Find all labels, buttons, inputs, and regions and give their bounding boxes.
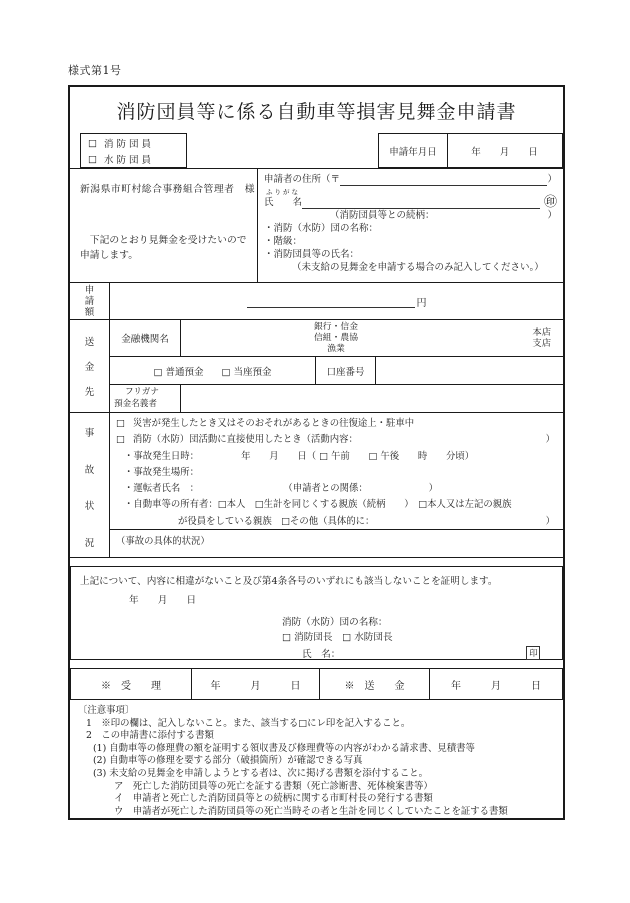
vehicle-owner-line1[interactable]: ・自動車等の所有者：□本人 □生計を同じくする親族（続柄 ） □本人又は左記の親族	[124, 499, 512, 511]
bank-type-options	[281, 322, 391, 354]
accident-label	[70, 413, 110, 557]
remittance-label	[70, 320, 110, 412]
amount-input[interactable]	[247, 294, 415, 308]
bank-name-input[interactable]	[181, 320, 563, 356]
note-item: (3) 未支給の見舞金を申請しようとする者は、次に掲げる書類を添付すること。	[93, 767, 429, 779]
applicant-name-label: 氏 名	[264, 197, 303, 208]
vehicle-owner-line2[interactable]: が役員をしている親族 □その他（具体的に：	[178, 515, 375, 527]
condition1-checkbox[interactable]: □	[116, 418, 125, 429]
application-date-field[interactable]: 年 月 日	[447, 133, 563, 168]
condition1-label: 災害が発生したとき又はそのおそれがあるときの往復途上・駐車中	[132, 418, 415, 429]
form-title: 消防団員等に係る自動車等損害見舞金申請書	[116, 101, 517, 123]
paren-close: ）	[545, 434, 555, 446]
holder-row	[110, 385, 563, 412]
ordinary-account-checkbox[interactable]: □ 普通預金	[153, 366, 204, 378]
brigade-name-line[interactable]: ・消防（水防）団の名称：	[264, 223, 379, 234]
addressee-applicant-section	[70, 168, 563, 283]
note-item: (1) 自動車等の修理費の額を証明する領収書及び修理費等の内容がわかる請求書、見積書等	[93, 742, 475, 754]
note-item: (2) 自動車等の修理を要する部分（破損箇所）が確認できる写真	[93, 755, 363, 767]
holder-name-input[interactable]	[181, 385, 563, 412]
rank-line[interactable]: ・階級：	[264, 236, 303, 247]
fire-member-label: 消 防 団 員	[103, 139, 152, 150]
accident-char: 事	[84, 428, 95, 439]
certification-date-field[interactable]: 年 月 日	[129, 595, 197, 606]
furigana-label: ふりがな	[266, 188, 300, 196]
member-name-line[interactable]: ・消防団員等の氏名：	[264, 249, 360, 260]
amount-section	[70, 283, 563, 320]
remit-char: 送	[84, 336, 95, 348]
condition2-label: 消防（水防）団活動に直接使用したとき（活動内容：	[132, 434, 358, 446]
activity-input[interactable]	[366, 432, 538, 448]
account-type-cell	[110, 357, 316, 384]
addressee-name: 新潟県市町村総合事務組合管理者 様	[80, 184, 256, 195]
note-item: イ 申請者と死亡した消防団員等との続柄に関する市町村長の発行する書類	[114, 793, 433, 805]
certifier-title-checkboxes[interactable]: □ 消防団長 □ 水防団長	[282, 632, 393, 643]
remit-char: 先	[84, 387, 95, 399]
flood-member-checkbox[interactable]: □	[88, 153, 97, 165]
remit-date-field[interactable]: 年 月 日	[429, 669, 562, 699]
branch-type-option: 支店	[532, 338, 551, 349]
notes-section	[78, 705, 558, 818]
paren-close: ）	[547, 174, 557, 185]
accident-detail-area[interactable]	[110, 530, 563, 557]
receipt-label: ※ 受 理	[101, 680, 161, 692]
accident-place-line[interactable]: ・事故発生場所：	[124, 466, 200, 478]
driver-name-line[interactable]: ・運転者氏名 ： （申請者との関係： ）	[124, 483, 439, 495]
unpaid-benefit-note: （未支給の見舞金を申請する場合のみ記入してください。）	[292, 262, 544, 273]
relation-label: （消防団員等との続柄：	[330, 210, 435, 221]
bank-type-option: 漁業	[327, 343, 345, 354]
certification-statement: 上記について、内容に相違がないこと及び第4条各号のいずれにも該当しないことを証明します。	[80, 576, 498, 587]
applicant-name-input[interactable]	[302, 197, 540, 209]
bank-row	[110, 320, 563, 357]
receipt-date-field[interactable]: 年 月 日	[191, 669, 319, 699]
paren-close: ）	[545, 515, 555, 527]
note-item: 2 この申請書に添付する書類	[86, 730, 214, 742]
certifier-seal-icon: 印	[526, 646, 540, 660]
remittance-section	[70, 320, 563, 413]
applicant-cell	[258, 169, 563, 282]
applicant-address-label: 申請者の住所（〒	[264, 174, 341, 185]
certifier-name-label[interactable]: 氏 名：	[302, 649, 341, 660]
amount-unit: 円	[416, 297, 427, 309]
application-statement: 下記のとおり見舞金を受けたいので申請します。	[80, 235, 247, 261]
notes-heading: 〔注意事項〕	[78, 705, 135, 716]
account-row	[110, 357, 563, 385]
accident-conditions	[110, 413, 563, 530]
remit-char: 金	[84, 361, 95, 373]
holder-label-cell	[110, 385, 181, 412]
accident-char: 況	[84, 537, 95, 549]
note-item: ア 死亡した消防団員等の死亡を証する書類（死亡診断書、死体検案書等）	[114, 780, 433, 792]
holder-kana-label: フリガナ	[125, 387, 159, 397]
amount-char: 請	[84, 295, 95, 307]
holder-name-label: 預金名義者	[114, 399, 157, 409]
branch-type-option: 本店	[532, 327, 551, 338]
account-number-label: 口座番号	[316, 357, 376, 384]
bank-type-option: 銀行・信金	[314, 322, 358, 332]
branch-type-options	[532, 327, 551, 349]
accident-char: 状	[84, 501, 95, 513]
addressee-cell	[70, 169, 258, 282]
certifier-brigade-label[interactable]: 消防（水防）団の名称：	[282, 617, 388, 628]
amount-char: 申	[84, 284, 95, 296]
accident-char: 故	[84, 464, 95, 476]
office-use-section	[70, 668, 563, 700]
applicant-address-input[interactable]	[340, 174, 547, 186]
fire-member-checkbox[interactable]: □	[88, 137, 97, 149]
flood-member-label: 水 防 団 員	[103, 155, 152, 166]
note-item: 1 ※印の欄は、記入しないこと。また、該当する□にレ印を記入すること。	[86, 717, 411, 729]
form-number: 様式第1号	[68, 64, 122, 77]
form-outer-box	[68, 85, 565, 820]
note-item: ウ 申請者が死亡した消防団員等の死亡当時その者と生計を同じくしていたことを証する書類	[114, 805, 508, 817]
amount-label	[70, 283, 110, 319]
remit-label: ※ 送 金	[319, 669, 429, 699]
certification-section	[70, 566, 563, 660]
accident-datetime-line[interactable]: ・事故発生日時： 年 月 日（ □ 午前 □ 午後 時 分頃）	[124, 450, 475, 462]
application-date-label: 申請年月日	[378, 133, 448, 168]
applicant-seal-icon: ㊞	[543, 195, 557, 210]
bank-name-label: 金融機関名	[110, 320, 181, 356]
member-type-box	[80, 133, 187, 168]
condition2-checkbox[interactable]: □	[116, 434, 125, 446]
current-account-checkbox[interactable]: □ 当座預金	[221, 366, 272, 378]
bank-type-option: 信組・農協	[314, 332, 358, 343]
account-number-input[interactable]	[376, 357, 563, 384]
member-type-flood[interactable]	[81, 151, 186, 167]
accident-detail-label: （事故の具体的状況）	[116, 536, 210, 547]
accident-section	[70, 413, 563, 558]
member-type-fire[interactable]	[81, 135, 186, 151]
amount-cell	[110, 283, 563, 319]
amount-char: 額	[84, 306, 95, 318]
paren-close: ）	[547, 210, 557, 221]
